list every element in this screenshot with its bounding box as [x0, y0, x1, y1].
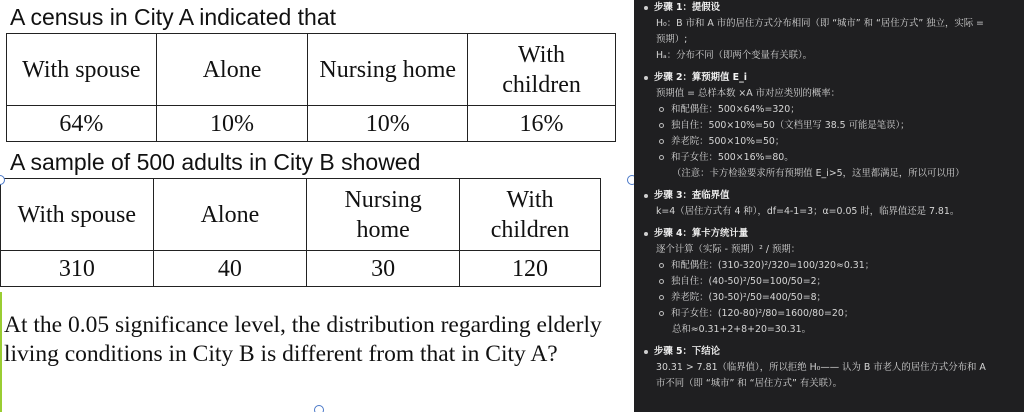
step-5 — [642, 344, 1018, 392]
list-item: 养老院：(30-50)²/50=400/50=8； — [642, 290, 1018, 306]
step-3 — [642, 188, 1018, 220]
circle-bullet-icon — [659, 123, 664, 128]
circle-bullet-icon — [659, 155, 664, 160]
step-title: 步骤 5：下结论 — [654, 346, 721, 357]
bullet-icon — [644, 194, 648, 198]
header-cell: With spouse — [7, 34, 157, 106]
bullet-icon — [644, 6, 648, 10]
note-text: （注意：卡方检验要求所有预期值 E_i>5，这里都满足，所以可以用） — [672, 168, 965, 179]
value-cell: 10% — [308, 106, 468, 142]
margin-marker — [0, 292, 2, 412]
header-cell: With children — [468, 34, 616, 106]
circle-bullet-icon — [659, 311, 664, 316]
step-2 — [642, 70, 1018, 182]
bullet-icon — [644, 76, 648, 80]
value-cell: 16% — [468, 106, 616, 142]
header-cell: With children — [460, 179, 601, 251]
list-item: 和配偶住：(310-320)²/320=100/320≈0.31； — [642, 258, 1018, 274]
table-row — [7, 106, 616, 142]
resize-handle-bottom[interactable] — [314, 405, 324, 412]
text-line: 30.31 > 7.81（临界值），所以拒绝 H₀—— 认为 B 市老人的居住方式分布和 A — [656, 362, 986, 373]
circle-bullet-icon — [659, 295, 664, 300]
header-cell: Alone — [153, 179, 307, 251]
value-cell: 30 — [307, 251, 460, 287]
text-line: 逐个计算（实际 - 预期）² / 预期： — [656, 244, 801, 255]
answer-panel — [634, 0, 1024, 412]
text-line: 预期值 = 总样本数 ×A 市对应类别的概率： — [656, 88, 841, 99]
value-cell: 10% — [156, 106, 308, 142]
list-item: 养老院：500×10%=50； — [642, 134, 1018, 150]
table-row — [7, 34, 616, 106]
step-title: 步骤 4：算卡方统计量 — [654, 228, 749, 239]
header-cell: Alone — [156, 34, 308, 106]
header-cell: With spouse — [1, 179, 154, 251]
text-line: k=4（居住方式有 4 种），df=4-1=3；α=0.05 时，临界值还是 7.81。 — [656, 206, 960, 217]
step-title: 步骤 3：查临界值 — [654, 190, 730, 201]
bullet-icon — [644, 232, 648, 236]
header-cell: Nursing home — [307, 179, 460, 251]
text-line: Hₐ：分布不同（即两个变量有关联）。 — [656, 50, 813, 61]
text-line: 预期）; — [656, 34, 688, 45]
header-cell: Nursing home — [308, 34, 468, 106]
circle-bullet-icon — [659, 107, 664, 112]
text-line: H₀：B 市和 A 市的居住方式分布相同（即 “城市” 和 “居住方式” 独立，实际 = — [656, 18, 984, 29]
value-cell: 120 — [460, 251, 601, 287]
circle-bullet-icon — [659, 263, 664, 268]
step-1 — [642, 0, 1018, 64]
step-4 — [642, 226, 1018, 338]
list-item: 和配偶住：500×64%=320； — [642, 102, 1018, 118]
step-title: 步骤 1：提假设 — [654, 2, 721, 13]
list-item: 独自住：(40-50)²/50=100/50=2； — [642, 274, 1018, 290]
table-city-b — [0, 178, 601, 287]
heading-city-b: A sample of 500 adults in City B showed — [10, 149, 421, 175]
bullet-icon — [644, 350, 648, 354]
value-cell: 64% — [7, 106, 157, 142]
total-text: 总和≈0.31+2+8+20=30.31。 — [672, 324, 811, 335]
list-item: 和子女住：(120-80)²/80=1600/80=20； — [642, 306, 1018, 322]
table-city-a — [6, 33, 616, 142]
table-row — [1, 251, 601, 287]
list-item: 独自住：500×10%=50（文档里写 38.5 可能是笔误）； — [642, 118, 1018, 134]
text-line: 市不同（即 “城市” 和 “居住方式” 有关联）。 — [656, 378, 843, 389]
list-item: 和子女住：500×16%=80。 — [642, 150, 1018, 166]
value-cell: 40 — [153, 251, 307, 287]
heading-city-a: A census in City A indicated that — [10, 4, 337, 30]
circle-bullet-icon — [659, 279, 664, 284]
table-row — [1, 179, 601, 251]
circle-bullet-icon — [659, 139, 664, 144]
question-text: At the 0.05 significance level, the distribution regarding elderly living conditions in City B is different from that in City A? — [4, 312, 602, 367]
step-title: 步骤 2：算预期值 E_i — [654, 72, 747, 83]
value-cell: 310 — [1, 251, 154, 287]
